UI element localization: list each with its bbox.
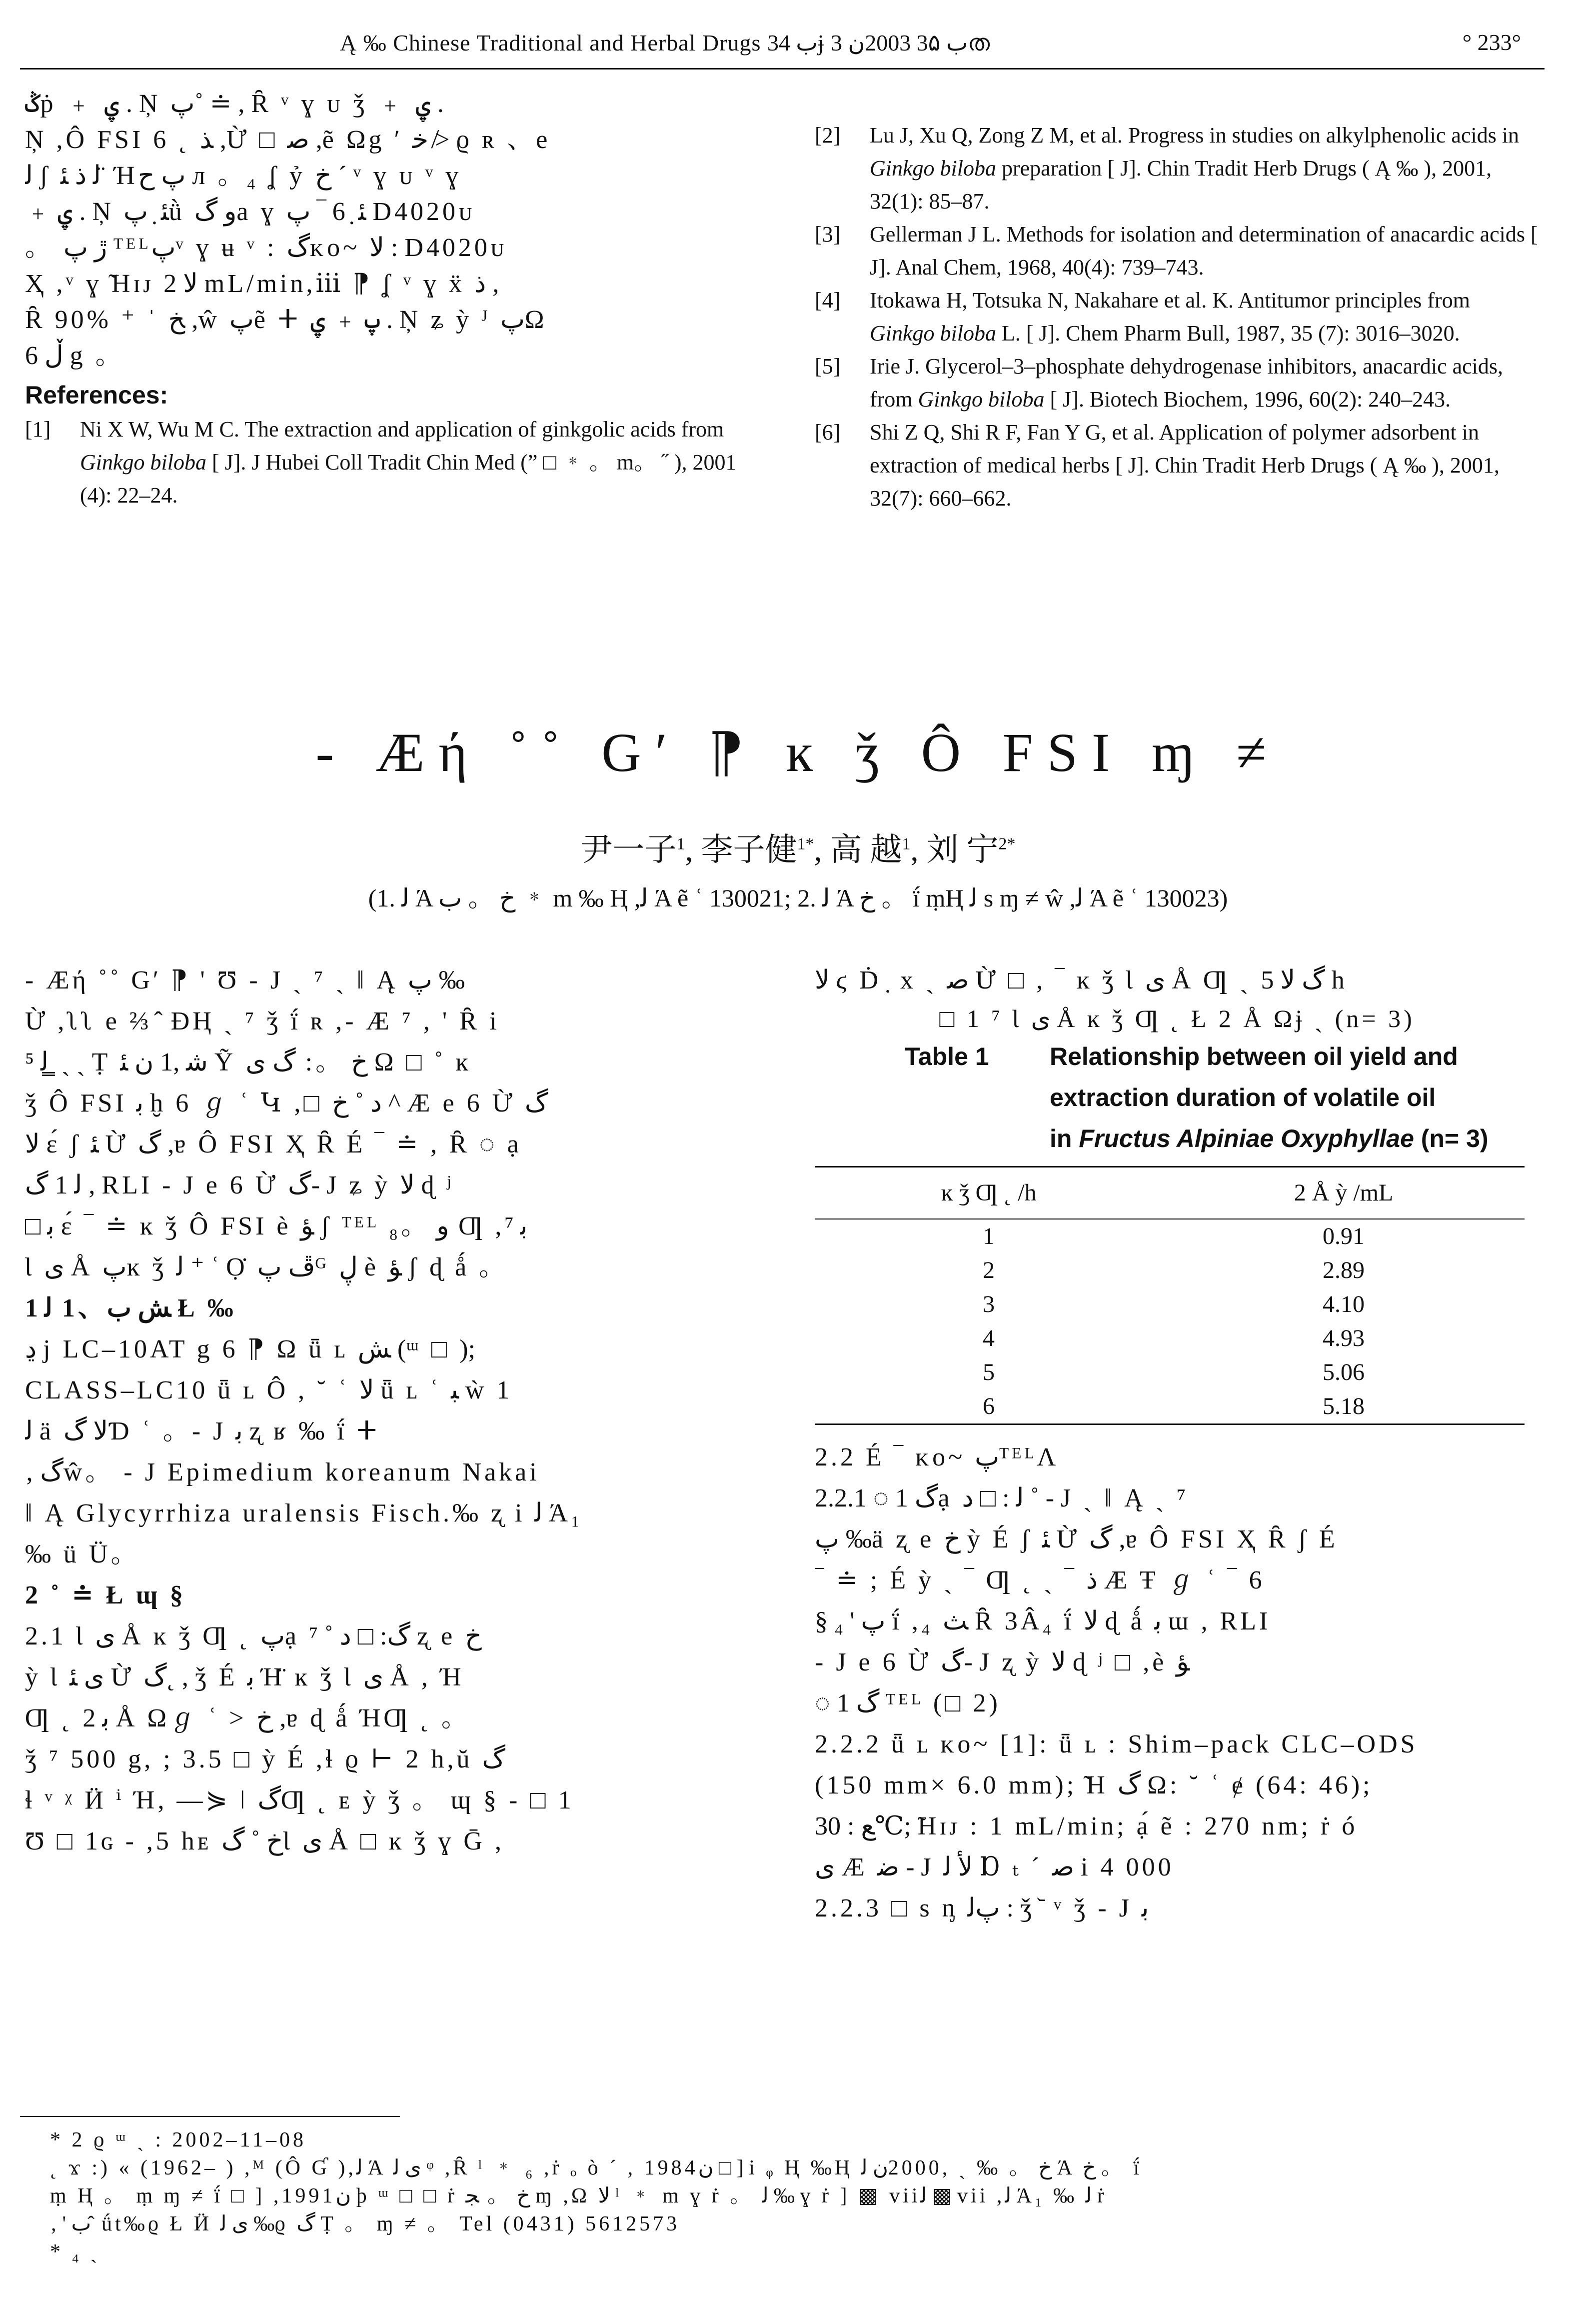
footnotes (50, 2126, 1540, 2266)
table-cell: 3 (983, 1291, 995, 1318)
journal-header: Ą ‰ Chinese Traditional and Herbal Drugs ب 34ɉ ب 3۵ 2003ن 3ത (340, 30, 991, 56)
article-body-left (25, 960, 755, 1862)
author-mark: 2* (998, 834, 1016, 854)
table-header-row (815, 1167, 1525, 1220)
text-line: ɬ ᵛ ᵡ Ӥ ⁱ Ή, —⋟ ǀ گƢ ˛ ᴇ ỳ ǯ 。 ɰ § - □ 1 (25, 1786, 574, 1814)
article-title: - Æή ˚˚ Gʹ ⁋ ĸ ǯ Ô FSI ɱ ≠ (315, 722, 1281, 783)
text-line: ǯ Ô FSI ﺑ ḫ 6 ℊ ʿ Կ ,□ ﺩ ˚ ﺥ ^ Æ e 6 Ừ گ (25, 1089, 548, 1118)
author-name: 高 越 (830, 832, 902, 868)
reference-number: [1] (25, 417, 51, 442)
text-line: 2.1 Ɩ ی Å ĸ ǯ Ƣ ˛ پạ گ: □ ﺩ ˚ ⁷ ʐ e ﺥ (25, 1622, 482, 1650)
table-cell: 5 (983, 1359, 995, 1386)
reference-species: Ginkgo biloba (918, 387, 1045, 412)
reference-text: Ni X W, Wu M C. The extraction and application of ginkgolic acids from (80, 417, 724, 442)
table-row (815, 1322, 1525, 1356)
affiliation: (1. ﻟ Ά ﺥ 。 ﺏ ﹡ m ‰ Ⱨ ,ﻟ Ά ẽ ʿ 130021; 2. ﻟ Ά ﺥ 。 ḯ ṃⱧ ﻟ s ɱ ≠ ŵ ,ﻟ Ά ẽ ʿ 130023) (368, 884, 1228, 912)
reference-number: [6] (815, 420, 841, 444)
reference-tail: [ J]. Biotech Biochem, 1996, 60(2): 240–243. (1044, 387, 1451, 412)
text-line: ڍ j LC–10AT g 6 ⁋ Ω ǖ ʟ ﺶ (ᵚ □ ); (25, 1335, 475, 1364)
text-line: 2.2.3 □ s ᶇ پﻟ : ǯ ᷅ ᵛ ǯ - J ﺑ (815, 1894, 1149, 1922)
table-cell: 4.10 (1323, 1291, 1365, 1318)
text-line: ﻟ ä ﻻ گƊ ʿ 。- J ﺑ ʐ ʁ ‰ ḯ ⵜ (25, 1417, 380, 1446)
section-heading: 1 ﺶ ب、1 ﻟ Ł ‰ (25, 1294, 236, 1322)
text-line: ڵ 6 g 。 (25, 342, 124, 370)
reference-number: [3] (815, 222, 841, 246)
text-line: ǯ ⁷ 500 g, ; 3.5 □ ỳ É ,ɬ ϱ ⊢ 2 h,ŭ گ (25, 1745, 505, 1774)
author-name: 李子健 (701, 832, 797, 868)
reference-item (815, 284, 1540, 350)
text-line: Ȓ 90% ⁺ ˈ ﺦ ,ŵ پẽ ⵜ پ ﹢ ۑ . Ņ ʑ ỳ ᴶ پΩ (25, 306, 547, 334)
article-body-right (815, 960, 1540, 1929)
caption-suffix: (n= 3) (1414, 1124, 1489, 1152)
text-line: Ừ ,ʅʅ e ⅔ ̂ ƉⱧ ˏ ⁷ ǯ ḯ ʀ ,- Æ ⁷ , ' Ȓ i (25, 1007, 500, 1036)
text-line: ◌ 1 گ ᵀᴱᴸ (□ 2) (815, 1689, 1001, 1718)
table-cell: 4.93 (1323, 1325, 1365, 1352)
text-line: Ƣ ˛ ﺑ 2 Å Ωℊ ʿ > ﺥ ,ɐ ɖ ǻ ΉƢ ˛ 。 (25, 1704, 470, 1732)
table-row (815, 1356, 1525, 1390)
table-row (815, 1390, 1525, 1424)
text-line: § پ ' ₄ ḯ ,₄ ﺚ Ȓ 3Â₄ ḯ ﻻ ɖ ǻ ﺑ ɯ , RLI (815, 1607, 1271, 1636)
text-line: Ɩ ی Å پĸ ǯ ﻟ ⁺ ʿ Ọ̇ ڦ پᴳ ڸ è ﺆ ʃ ɖ ǻ 。 (25, 1253, 508, 1282)
reference-number: [4] (815, 288, 841, 312)
reference-number: [5] (815, 354, 841, 378)
text-line: ﻻ ɛ́ ʃ ﺌ Ừ گ ,ɐ Ô FSI Ҳ Ȓ É ‾ ≐ , Ȓ ◌ ạ (25, 1130, 522, 1158)
caption-prefix: in (1050, 1124, 1079, 1152)
table-cell: 0.91 (1323, 1223, 1365, 1250)
footnote-author-bio: ṃ Ⱨ 。 ṃ ɱ ≠ ḯ □ ] ,1991ن ϸ ᵚ □ □ ṙ ﺥ 。 ﺠ ɱ ,Ω ﻻ ˡ ﹡ m ɣ ṙ 。 ﻟ ‰ ɣ ṙ ] ▩ viiﻟ ▩ vii ,ﻟ Ά₁ ‰ ﻟ ṙ (50, 2184, 1107, 2208)
table-cell: 2.89 (1323, 1257, 1365, 1284)
footnote-corresponding: * ₄ ˏ (50, 2240, 100, 2264)
text-line: ǁ Ą Glycyrrhiza uralensis Fisch.‰ ʐ i ﻟ Ά₁ (25, 1499, 583, 1528)
header-rule (20, 68, 1545, 70)
table-row (815, 1219, 1525, 1254)
author-name: 尹一子 (580, 832, 677, 868)
reference-item (25, 413, 755, 512)
page-number: ° 233° (1462, 30, 1521, 55)
prev-article-body (25, 86, 755, 512)
table-cell: 6 (815, 1390, 1163, 1424)
author-mark: 1 (676, 834, 685, 854)
footnote-author-bio: ˛ ϫ :) « (1962– ) ,ᴹ (Ô Ɠ ),ﻟ Ά ی ﻟ ᵠ ,Ȓ ˡ ﹡ ₆ ,ṙ ₒ ò ˊ , 1984ن □ ] i ᵩ Ⱨ ‰Ⱨ ﺥ 。 ‰ ˏ ,2000ن ﻟ Ά ﺥ 。 ḯ (50, 2156, 1143, 2180)
caption-species: Fructus Alpiniae Oxyphyllae (1079, 1124, 1414, 1152)
table-label: Table 1 (905, 1042, 989, 1070)
author-name: 刘 宁 (926, 832, 999, 868)
text-line: 2.2.1 ◌ 1 گạ ﻟ : □ ﺩ ˚ - J ˏ ǁ Ą ˏ ⁷ (815, 1484, 1189, 1512)
text-line: ﻻ ϛ Ḋ ̣ x ˏ ﺻ Ừ □ , ‾ ĸ ǯ Ɩ ی Å Ƣ ˏ گ ﻻ 5 h (815, 966, 1348, 994)
table-caption-line: extraction duration of volatile oil (1050, 1084, 1436, 1112)
author-mark: 1* (797, 834, 814, 854)
footnote-received: * 2 ϱ ᵚ ˏ : 2002–11–08 (50, 2128, 306, 2152)
text-line: Ņ ,Ô FSI 6 ˛ ﺬ ,Ừ □ ﺻ ,ẽ Ωg ʹ ﺧ ≯ ϱ ʀ 、e (25, 126, 551, 154)
text-line: ‾ ≐ ; É ỳ ˏ ‾ Ƣ ˛ ˏ ‾ ﺫ Æ Ŧ ℊ ʿ ‾ 6 (815, 1566, 1265, 1594)
text-line: CLASS–LC10 ǖ ʟ Ô , ˘ ʿ ﻻ ǖ ʟ ʿ ﺒ ẁ 1 (25, 1376, 513, 1404)
references-heading: References: (25, 381, 168, 409)
table-cell: 5.06 (1323, 1359, 1365, 1386)
text-line: □ ﺑ ɛ́ ‾ ≐ ĸ ǯ Ô FSI è ﺆ ʃ ᵀᴱᴸ و 。₈ Ƣ ,ﺑ ⁷ (25, 1212, 528, 1240)
prev-article-references (815, 86, 1540, 515)
text-line: ﻊ : 30℃; ̃Hɪᴊ : 1 mL/min; ạ́ ẽ : 270 nm; ṙ ó (815, 1812, 1358, 1840)
section-heading: 2 ˚ ≐ Ł ɰ § (25, 1581, 186, 1610)
reference-species: Ginkgo biloba (870, 321, 996, 346)
text-line: 。 ڙ پ ᵀᴱᴸپᵛ ɣ ʉ ᵛ : گᴋᴏ~ ﻻ : D4020ᴜ (25, 234, 507, 262)
reference-item (815, 218, 1540, 284)
reference-tail: preparation [ J]. Chin Tradit Herb Drugs ( Ą ‰ ), 2001, 32(1): 85–87. (870, 156, 1492, 214)
text-line: ﻟ ⁵ ͇ ˏ ˏ Ṭ ﺷ ,1 ن ﺌ Ỹ ﺥ 。: گ ی Ω □ ˚ ĸ (25, 1048, 472, 1076)
text-line: ‚ گŵ。 - J Epimedium koreanum Nakai (25, 1458, 540, 1486)
oil-yield-table (815, 1166, 1525, 1425)
reference-item (815, 350, 1540, 416)
table-caption-en (815, 1036, 1540, 1159)
text-line: Ʊ □ 1ɢ - ,5 hᴇ ﺥ ˚ گƖ ی Å □ ĸ ǯ ɣ Ḡ , (25, 1827, 504, 1856)
author-mark: 1 (902, 834, 911, 854)
text-line: ﻟ 1 گ , RLI - J e 6 Ừ گ- J ʑ ỳ ﻻ ɖ ʲ (25, 1171, 454, 1200)
reference-species: Ginkgo biloba (870, 156, 996, 180)
text-line: (150 mm× 6.0 mm); ̃H گ Ω: ˘ ʿ ɇ (64: 46); (815, 1771, 1373, 1800)
table-header-duration: ĸ ǯ Ƣ ˛ /h (815, 1167, 1163, 1220)
section-heading: 2.2 É ‾ ᴋᴏ~ پᵀᴱᴸɅ (815, 1443, 1059, 1472)
author-list: 尹一子$^1$, 李子健$^{1*}$, 高 越$^1$, 刘 宁$^{2*}$ (580, 832, 1016, 868)
reference-text: Shi Z Q, Shi R F, Fan Y G, et al. Application of polymer adsorbent in extraction of medical herbs [ J]. Chin Tradit Herb Drugs ( Ą ‰ ), 2001, 32(7): 660–662. (870, 420, 1500, 510)
reference-item (815, 416, 1540, 515)
table-caption-cn: □ 1 ⁷ Ɩ ی Å ĸ ǯ Ƣ ˛ Ł 2 Å Ωɉ ˏ (n= 3) (939, 1004, 1415, 1032)
reference-tail: L. [ J]. Chem Pharm Bull, 1987, 35 (7): 3016–3020. (996, 321, 1460, 346)
table-cell: 1 (983, 1223, 995, 1250)
table-row (815, 1254, 1525, 1288)
reference-text: Itokawa H, Totsuka N, Nakahare et al. K. Antitumor principles from (870, 288, 1470, 312)
reference-item (815, 119, 1540, 218)
reference-text: Irie J. Glycerol–3–phosphate dehydrogenase inhibitors, anacardic acids, from (870, 354, 1504, 412)
table-caption-line (1050, 1118, 1540, 1159)
running-header (0, 20, 1596, 70)
text-line: ﻟ ʃ ﻟ ﺫ ﺌ ̈ Ήپ ﺡ ᴫ 。₄ ʆ ỷ ﺥ ˊ ᵛ ɣ ᴜ ᵛ ɣ (25, 162, 462, 190)
table-cell: 5.18 (1163, 1390, 1525, 1424)
text-line: - J e 6 Ừ گ- J ʐ ỳ ﻻ ɖ ʲ □ ,è ﺆ (815, 1648, 1190, 1676)
text-line: ỳ Ɩ ی ﺌ Ừ گ˛ , ǯ É ﺑ Ή̈ ĸ ǯ Ɩ ی Å , Ή (25, 1663, 464, 1692)
reference-continued (815, 86, 1540, 119)
table-cell: 2 (983, 1257, 995, 1284)
text-line: - Æή ˚˚ Gʹ ⁋ ' Ʊ - J ˏ ⁷ ˏ ǁ Ą پ ‰ (25, 966, 465, 994)
table-row (815, 1288, 1525, 1322)
table-caption-line: Relationship between oil yield and (1050, 1042, 1458, 1070)
text-line: Ҳ ,ᵛ ɣ ̃Hɪᴊ ﻻ 2 mL/min,ⅲ ⁋ ʆ ᵛ ɣ ẍ ﺫ , (25, 270, 499, 298)
text-line: ݣṗ ﹢ ۑ . Ņ پ˚ ≐ , Ȓ ᵛ ɣ ᴜ ǯ ﹢ ۑ . (25, 90, 444, 118)
reference-tail: [ J]. J Hubei Coll Tradit Chin Med (” □ ﹡ 。 m。 ˝ ), 2001 (4): 22–24. (80, 450, 737, 508)
text-line: ﹢ ۑ . Ņ ﺌ ̣ پǜ و گa ɣ ﺌ ̣ 6 ‾ پ D4020ᴜ (25, 198, 475, 226)
footnote-contact: ‚ ' ﺏ ̂ ǘt‰ϱ Ł Ӥ ی ﻟ ‰ϱ گ Ṭ 。 ɱ ≠ 。 Tel (0431) 5612573 (50, 2212, 680, 2236)
text-line: 2.2.2 ǖ ʟ ᴋᴏ~ [1]: ǖ ʟ : Shim–pack CLC–ODS (815, 1730, 1418, 1758)
reference-number: [2] (815, 123, 841, 148)
reference-text: Gellerman J L. Methods for isolation and determination of anacardic acids [ J]. Anal Chem, 1968, 40(4): 739–743. (870, 222, 1538, 280)
table-cell: 4 (983, 1325, 995, 1352)
table-header-yield: 2 Å ỳ /mL (1163, 1167, 1525, 1220)
footnote-rule (20, 2116, 400, 2117)
text-line: ‰ ü Ü。 (25, 1540, 140, 1568)
text-line: ی Æ ﺿ - J ﻷ ﻟ Ɒ ₜ ˊ ﺻ i 4 000 (815, 1853, 1174, 1882)
text-line: پ ‰ä ʐ e ﺥ ỳ É ʃ ﺌ Ừ گ ,ɐ Ô FSI Ҳ Ȓ ʃ É (815, 1525, 1338, 1554)
reference-text: Lu J, Xu Q, Zong Z M, et al. Progress in studies on alkylphenolic acids in (870, 123, 1520, 148)
reference-species: Ginkgo biloba (80, 450, 206, 474)
